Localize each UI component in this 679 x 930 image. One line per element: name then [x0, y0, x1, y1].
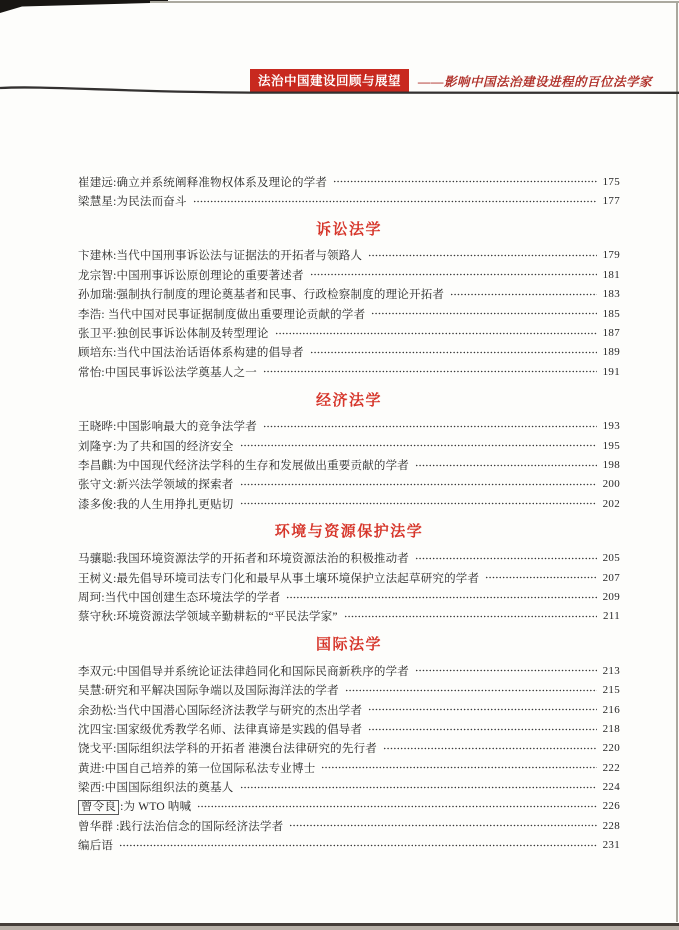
dot-leader [383, 739, 597, 758]
dot-leader [415, 548, 597, 567]
page-number: 200 [602, 478, 620, 491]
page-number: 177 [602, 195, 620, 208]
dot-leader [368, 700, 597, 719]
entry-text: 李浩: 当代中国对民事证据制度做出重要理论贡献的学者 [78, 308, 366, 321]
toc-entry [78, 246, 620, 265]
page-number: 213 [602, 664, 620, 677]
page-number: 218 [602, 722, 620, 735]
dot-leader [119, 836, 597, 855]
page-number: 216 [602, 703, 620, 716]
dot-leader [310, 265, 597, 284]
page-number: 183 [602, 288, 620, 301]
dot-leader [197, 797, 597, 816]
section-title: 环境与资源保护法学 [274, 523, 424, 541]
toc-entry [78, 265, 620, 284]
page-number: 193 [602, 420, 620, 433]
entry-text: 蔡守秋:环境资源法学领域辛勤耕耘的“平民法学家” [78, 611, 338, 624]
toc-entry [78, 700, 620, 719]
dot-leader [289, 816, 597, 835]
dot-leader [240, 777, 598, 796]
entry-text: 龙宗智:中国刑事诉讼原创理论的重要著述者 [78, 269, 304, 282]
toc-entry [78, 455, 620, 474]
entry-text: 王晓晔:中国影响最大的竞争法学者 [78, 421, 257, 434]
entry-text: 饶戈平:国际组织法学科的开拓者 港澳台法律研究的先行者 [78, 743, 377, 756]
entry-text: 李双元:中国倡导并系统论证法律趋同化和国际民商新秩序的学者 [78, 665, 409, 678]
entry-text: 梁慧星:为民法而奋斗 [78, 196, 187, 209]
entry-text: 周珂:当代中国创建生态环境法学的学者 [78, 591, 281, 604]
toc-entry [78, 816, 620, 835]
page-number: 222 [602, 761, 620, 774]
page-number: 185 [602, 307, 620, 320]
toc-entry [78, 191, 620, 210]
entry-text: 吴慧:研究和平解决国际争端以及国际海洋法的学者 [78, 685, 339, 698]
dot-leader [371, 304, 597, 323]
scan-right-edge [676, 2, 678, 922]
page-number: 211 [603, 610, 620, 623]
toc-entry [78, 758, 620, 777]
toc-entry [78, 343, 620, 362]
toc-entry [78, 661, 620, 680]
page-number: 231 [602, 839, 620, 852]
page-number: 198 [602, 458, 620, 471]
dot-leader [240, 494, 598, 513]
toc-entry [78, 836, 620, 855]
toc-entry [78, 304, 620, 323]
entry-text: 孙加瑞:强制执行制度的理论奠基者和民事、行政检察制度的理论开拓者 [78, 289, 445, 302]
dot-leader [240, 475, 598, 494]
dot-leader [368, 246, 597, 265]
toc-entry [78, 587, 620, 606]
toc-entry [78, 777, 620, 796]
section-title: 诉讼法学 [315, 220, 382, 238]
toc-entry [78, 680, 620, 699]
page-number: 191 [602, 365, 620, 378]
toc-entry [78, 417, 620, 436]
dot-leader [415, 661, 597, 680]
page-number: 209 [602, 590, 620, 603]
entry-text: 张守文:新兴法学领域的探索者 [78, 479, 234, 492]
dot-leader [193, 191, 597, 210]
page-number: 205 [602, 552, 620, 565]
dot-leader [263, 362, 597, 381]
dot-leader [485, 568, 597, 587]
toc-entry [78, 362, 620, 381]
entry-text: 卞建林:当代中国刑事诉讼法与证据法的开拓者与领路人 [78, 250, 363, 263]
toc-entry [78, 494, 620, 513]
page-number: 181 [602, 268, 620, 281]
boxed-name: 曾令良 [78, 800, 119, 815]
page-number: 195 [602, 439, 620, 452]
dot-leader [333, 172, 597, 191]
dot-leader [240, 436, 598, 455]
dot-leader [310, 343, 597, 362]
page-number: 226 [602, 800, 620, 813]
toc-entry [78, 285, 620, 304]
page-number: 220 [602, 742, 620, 755]
toc [78, 172, 620, 855]
toc-entry [78, 607, 620, 626]
entry-text: 王树义:最先倡导环境司法专门化和最早从事土壤环境保护立法起草研究的学者 [78, 572, 480, 585]
series-title-badge: 法治中国建设回顾与展望 [250, 69, 409, 92]
page-number: 202 [602, 497, 620, 510]
entry-text: 顾培东:当代中国法治话语体系构建的倡导者 [78, 347, 304, 360]
page-number: 179 [602, 249, 620, 262]
scan-top-edge [150, 1, 679, 3]
page-number: 207 [602, 571, 620, 584]
toc-entry [78, 568, 620, 587]
page-number: 187 [602, 327, 620, 340]
dot-leader [344, 607, 597, 626]
toc-entry [78, 323, 620, 342]
page-number: 175 [602, 175, 620, 188]
entry-text: 刘隆亨:为了共和国的经济安全 [78, 440, 234, 453]
entry-text: 梁西:中国国际组织法的奠基人 [78, 782, 234, 795]
page-number: 189 [602, 346, 620, 359]
entry-text: 常怡:中国民事诉讼法学奠基人之一 [78, 366, 257, 379]
toc-entry [78, 739, 620, 758]
entry-text: 编后语 [78, 840, 114, 853]
dot-leader [275, 323, 597, 342]
dot-leader [450, 285, 597, 304]
dot-leader [321, 758, 597, 777]
entry-text: 张卫平:独创民事诉讼体制及转型理论 [78, 328, 269, 341]
entry-text: 余劲松:当代中国潜心国际经济法教学与研究的杰出学者 [78, 704, 363, 717]
toc-entry [78, 719, 620, 738]
entry-text: 李昌麒:为中国现代经济法学科的生存和发展做出重要贡献的学者 [78, 459, 409, 472]
page-curl-artifact [0, 0, 170, 14]
dot-leader [263, 417, 597, 436]
entry-text: 曾华群 :践行法治信念的国际经济法学者 [78, 820, 284, 833]
section-title: 经济法学 [315, 391, 382, 409]
toc-entry [78, 172, 620, 191]
page-number: 215 [602, 684, 620, 697]
entry-text: 沈四宝:国家级优秀教学名师、法律真谛是实践的倡导者 [78, 723, 363, 736]
book-subtitle: ——影响中国法治建设进程的百位法学家 [417, 74, 652, 89]
header-rule [0, 84, 679, 98]
toc-entry [78, 475, 620, 494]
page-number: 224 [602, 781, 620, 794]
scan-bottom-band [0, 926, 679, 930]
toc-entry [78, 797, 620, 816]
toc-entry [78, 548, 620, 567]
dot-leader [368, 719, 597, 738]
entry-text: 黄进:中国自己培养的第一位国际私法专业博士 [78, 762, 316, 775]
entry-text: 漆多俊:我的人生用挣扎更贴切 [78, 498, 234, 511]
entry-text: 崔建远:确立并系统阐释准物权体系及理论的学者 [78, 176, 328, 189]
toc-entry [78, 436, 620, 455]
page-number: 228 [602, 819, 620, 832]
dot-leader [345, 680, 597, 699]
entry-text: 曾令良 :为 WTO 呐喊 [78, 798, 191, 815]
dot-leader [286, 587, 597, 606]
entry-text: 马骧聪:我国环境资源法学的开拓者和环境资源法治的积极推动者 [78, 553, 409, 566]
section-title: 国际法学 [315, 636, 382, 654]
dot-leader [415, 455, 597, 474]
